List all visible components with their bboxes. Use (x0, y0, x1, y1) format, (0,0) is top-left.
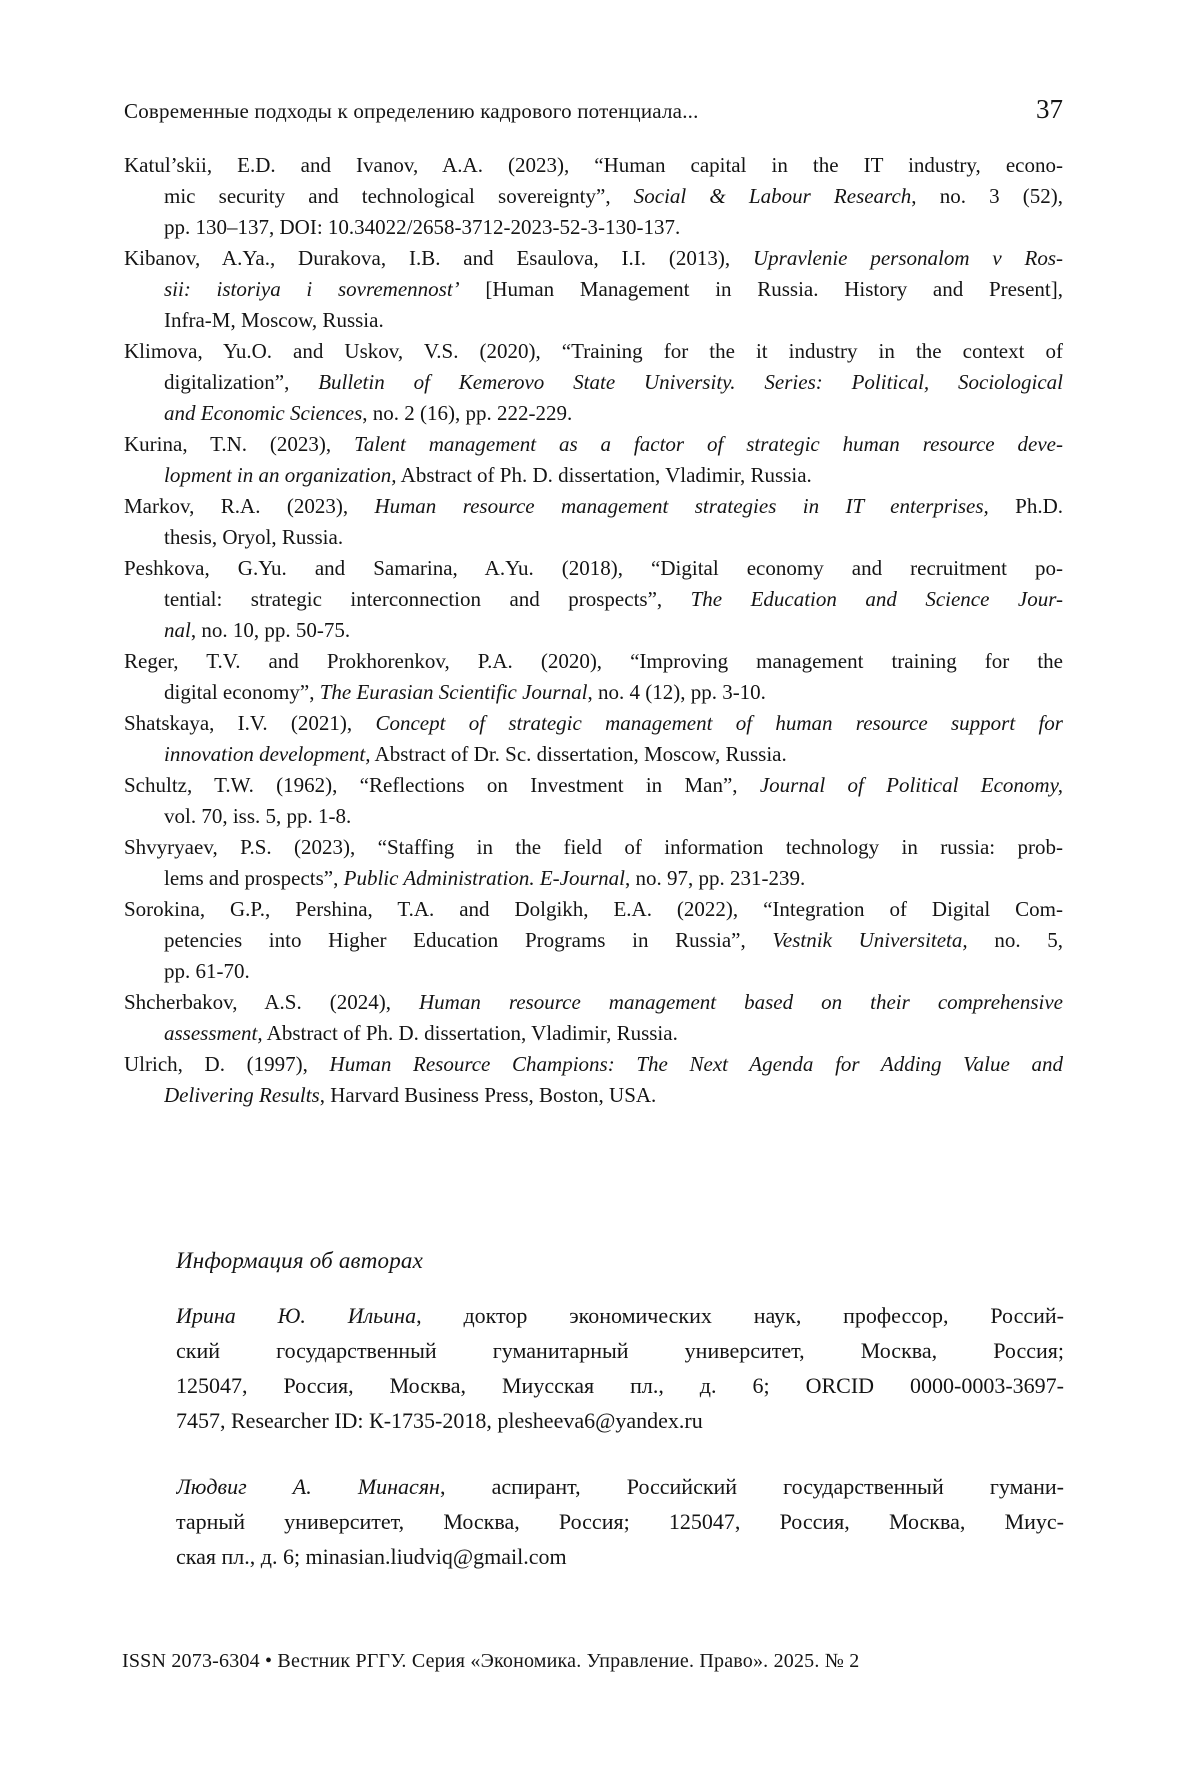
text-line (164, 1018, 1063, 1049)
text-line (164, 801, 1063, 832)
text-run: ская пл., д. 6; minasian.liudviq@gmail.com (176, 1544, 567, 1569)
text-run: 125047, Россия, Москва, Миусская пл., д. 6; ORCID 0000-0003-3697- (176, 1373, 1064, 1398)
author-info-paragraph (176, 1298, 1064, 1438)
italic-text-run: Vestnik Universiteta, (772, 928, 968, 952)
text-run: , no. 10, pp. 50-75. (190, 618, 351, 642)
text-line (164, 367, 1063, 398)
running-title: Современные подходы к определению кадрового потенциала... (124, 99, 699, 123)
text-line (124, 894, 1063, 925)
text-run: digital economy”, (164, 680, 320, 704)
text-run: Katul’skii, E.D. and Ivanov, A.A. (2023), “Human capital in the IT industry, econo- (124, 153, 1063, 177)
text-line (164, 460, 1063, 491)
author-info-paragraph (176, 1469, 1064, 1574)
italic-text-run: Concept of strategic management of human resource support for (375, 711, 1063, 735)
text-run: , no. 4 (12), pp. 3-10. (587, 680, 766, 704)
text-line (164, 398, 1063, 429)
text-run: Shcherbakov, A.S. (2024), (124, 990, 419, 1014)
text-run: [Human Management in Russia. History and Present], (459, 277, 1063, 301)
text-run: , Harvard Business Press, Boston, USA. (319, 1083, 657, 1107)
authors-section-heading: Информация об авторах (176, 1248, 424, 1273)
text-run: , no. 2 (16), pp. 222-229. (362, 401, 573, 425)
page-number: 37 (1036, 94, 1063, 124)
text-line (164, 677, 1063, 708)
reference-item (124, 336, 1063, 429)
text-line (124, 987, 1063, 1018)
text-run: Reger, T.V. and Prokhorenkov, P.A. (2020), “Improving management training for the (124, 649, 1063, 673)
reference-item (124, 150, 1063, 243)
italic-text-run: and Economic Sciences (164, 401, 363, 425)
text-run: тарный университет, Москва, Россия; 125047, Россия, Москва, Миус- (176, 1509, 1064, 1534)
italic-text-run: Talent management as a factor of strategic human resource deve- (354, 432, 1063, 456)
reference-item (124, 553, 1063, 646)
text-run: ский государственный гуманитарный университет, Москва, Россия; (176, 1338, 1064, 1363)
text-run: Schultz, T.W. (1962), “Reflections on Investment in Man”, (124, 773, 760, 797)
text-run: vol. 70, iss. 5, pp. 1-8. (164, 804, 352, 828)
text-run: Ulrich, D. (1997), (124, 1052, 330, 1076)
text-run: Sorokina, G.P., Pershina, T.A. and Dolgikh, E.A. (2022), “Integration of Digital Com- (124, 897, 1063, 921)
text-line (124, 1049, 1063, 1080)
authors-info-list (176, 1298, 1064, 1605)
italic-text-run: Upravlenie personalom v Ros- (753, 246, 1063, 270)
reference-item (124, 646, 1063, 708)
italic-text-run: lopment in an organization, (164, 463, 397, 487)
italic-text-run: The Eurasian Scientific Journal (319, 680, 588, 704)
reference-item (124, 894, 1063, 987)
references-list (124, 150, 1063, 1111)
text-run: petencies into Higher Education Programs in Russia”, (164, 928, 773, 952)
italic-text-run: Journal of Political Economy, (759, 773, 1063, 797)
text-run: thesis, Oryol, Russia. (164, 525, 344, 549)
text-line (124, 150, 1063, 181)
text-run: 7457, Researcher ID: К-1735-2018, plesheeva6@yandex.ru (176, 1408, 703, 1433)
text-line (164, 274, 1063, 305)
italic-text-run: Human resource management based on their comprehensive (419, 990, 1063, 1014)
text-line (176, 1368, 1064, 1403)
reference-item (124, 770, 1063, 832)
text-line (176, 1504, 1064, 1539)
text-run: tential: strategic interconnection and prospects”, (164, 587, 691, 611)
text-line (164, 956, 1063, 987)
text-line (124, 336, 1063, 367)
text-line (164, 181, 1063, 212)
text-line (176, 1469, 1064, 1504)
text-run: Markov, R.A. (2023), (124, 494, 375, 518)
text-line (124, 429, 1063, 460)
text-line (176, 1539, 1064, 1574)
text-line (124, 243, 1063, 274)
text-line (176, 1333, 1064, 1368)
reference-item (124, 429, 1063, 491)
text-line (124, 646, 1063, 677)
italic-text-run: nal (164, 618, 191, 642)
text-line (164, 863, 1063, 894)
text-run: Shatskaya, I.V. (2021), (124, 711, 376, 735)
text-line (176, 1403, 1064, 1438)
text-run: Kibanov, A.Ya., Durakova, I.B. and Esaulova, I.I. (2013), (124, 246, 753, 270)
text-run: pp. 61-70. (164, 959, 250, 983)
text-line (164, 925, 1063, 956)
text-line (124, 491, 1063, 522)
reference-item (124, 243, 1063, 336)
text-run: , no. 97, pp. 231-239. (624, 866, 806, 890)
text-line (164, 1080, 1063, 1111)
italic-text-run: Delivering Results (164, 1083, 320, 1107)
italic-text-run: Bulletin of Kemerovo State University. Series: Political, Sociological (318, 370, 1063, 394)
italic-text-run: The Education and Science Jour- (690, 587, 1063, 611)
text-line (124, 708, 1063, 739)
text-run: Klimova, Yu.O. and Uskov, V.S. (2020), “Training for the it industry in the context of (124, 339, 1063, 363)
italic-text-run: Social & Labour Research (633, 184, 912, 208)
italic-text-run: Public Administration. E-Journal (343, 866, 625, 890)
reference-item (124, 832, 1063, 894)
reference-item (124, 987, 1063, 1049)
text-run: Kurina, T.N. (2023), (124, 432, 355, 456)
text-run: pp. 130–137, DOI: 10.34022/2658-3712-2023-52-3-130-137. (164, 215, 681, 239)
italic-text-run: Людвиг А. Минасян (176, 1474, 440, 1499)
text-run: lems and prospects”, (164, 866, 344, 890)
reference-item (124, 1049, 1063, 1111)
text-run: , доктор экономических наук, профессор, Россий- (416, 1303, 1064, 1328)
italic-text-run: assessment, (164, 1021, 263, 1045)
text-run: , no. 3 (52), (911, 184, 1063, 208)
italic-text-run: Human Resource Champions: The Next Agenda for Adding Value and (329, 1052, 1063, 1076)
text-run: Abstract of Ph. D. dissertation, Vladimir, Russia. (262, 1021, 678, 1045)
text-run: digitalization”, (164, 370, 319, 394)
page-header (124, 94, 1063, 125)
text-line (124, 832, 1063, 863)
journal-footer-line: ISSN 2073-6304 • Вестник РГГУ. Серия «Экономика. Управление. Право». 2025. № 2 (122, 1650, 860, 1672)
italic-text-run: Human resource management strategies in IT enterprises, (374, 494, 989, 518)
text-line (164, 739, 1063, 770)
italic-text-run: innovation development, (164, 742, 371, 766)
text-run: mic security and technological sovereignty”, (164, 184, 634, 208)
text-run: Ph.D. (988, 494, 1063, 518)
text-run: no. 5, (967, 928, 1063, 952)
text-line (164, 212, 1063, 243)
text-line (176, 1298, 1064, 1333)
italic-text-run: sii: istoriya i sovremennost’ (164, 277, 460, 301)
text-run: Shvyryaev, P.S. (2023), “Staffing in the field of information technology in russia: prob- (124, 835, 1063, 859)
reference-item (124, 491, 1063, 553)
text-line (164, 584, 1063, 615)
text-run: Peshkova, G.Yu. and Samarina, A.Yu. (2018), “Digital economy and recruitment po- (124, 556, 1063, 580)
reference-item (124, 708, 1063, 770)
text-run: Infra-M, Moscow, Russia. (164, 308, 384, 332)
text-run: Abstract of Ph. D. dissertation, Vladimir, Russia. (396, 463, 812, 487)
text-line (164, 305, 1063, 336)
text-run: Abstract of Dr. Sc. dissertation, Moscow, Russia. (370, 742, 787, 766)
text-line (164, 522, 1063, 553)
italic-text-run: Ирина Ю. Ильина (176, 1303, 417, 1328)
text-line (124, 553, 1063, 584)
text-line (164, 615, 1063, 646)
text-line (124, 770, 1063, 801)
text-run: , аспирант, Российский государственный гумани- (439, 1474, 1064, 1499)
